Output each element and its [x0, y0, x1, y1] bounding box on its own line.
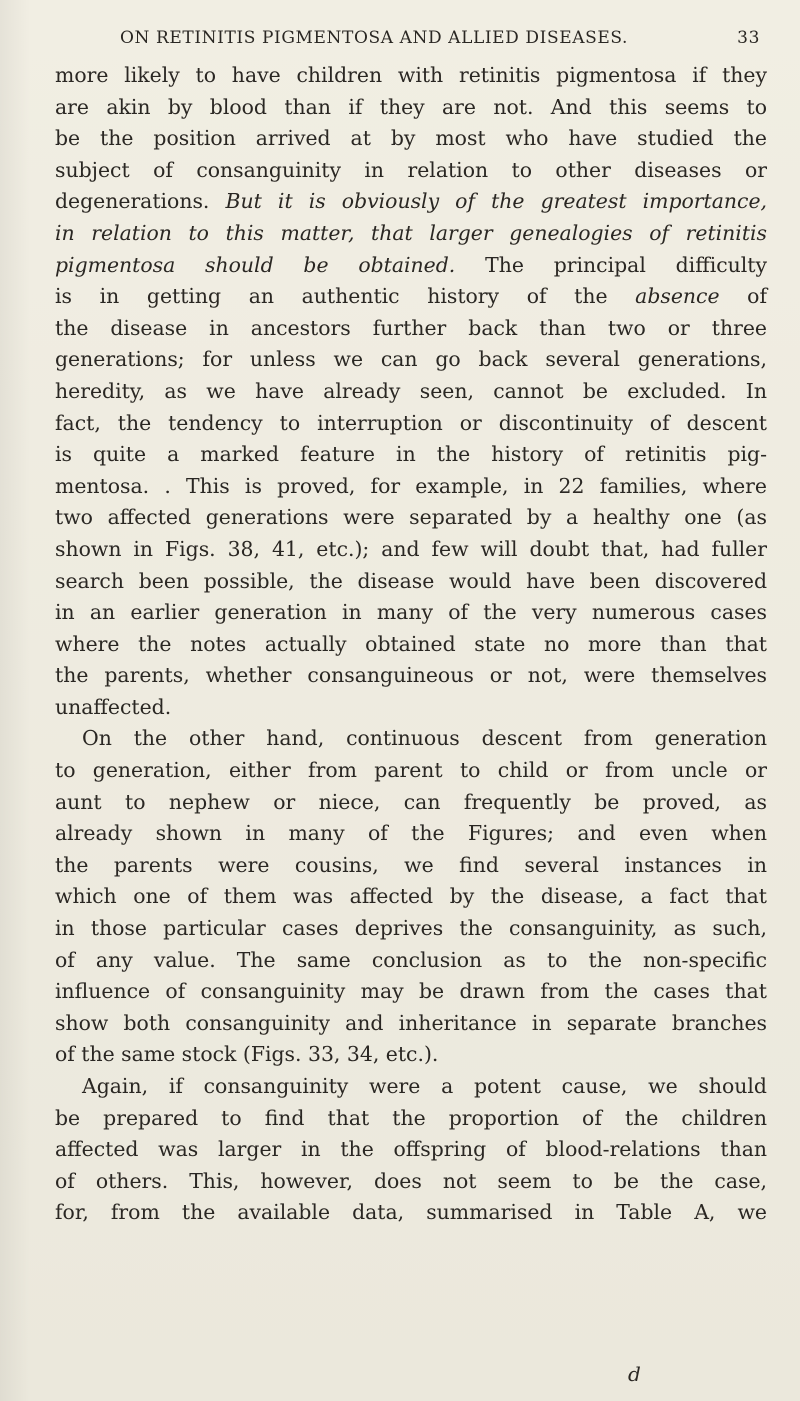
text-line: the parents were cousins, we find several instances in [55, 852, 767, 877]
text-line: unaffected. [55, 694, 172, 719]
text-line: in an earlier generation in many of the very numerous cases [55, 600, 767, 625]
text-line: be prepared to find that the proportion of the children [55, 1105, 767, 1130]
italic-run: absence [635, 284, 720, 309]
text-line: generations; for unless we can go back several generations, [55, 347, 767, 372]
text-line: heredity, as we have already seen, cannot be excluded. In [55, 378, 767, 403]
text-line: the parents, whether consanguineous or not, were themselves [55, 663, 767, 688]
page-number: 33 [737, 28, 760, 48]
text-line [55, 250, 767, 282]
text-line [55, 218, 767, 250]
text-line: of the same stock (Figs. 33, 34, etc.). [55, 1042, 439, 1067]
body-text [55, 60, 767, 1229]
text-line [55, 281, 767, 313]
running-head-title: ON RETINITIS PIGMENTOSA AND ALLIED DISEASES. [120, 28, 628, 48]
text-line: On the other hand, continuous descent from generation [82, 726, 767, 751]
text-line: more likely to have children with retinitis pigmentosa if they [55, 63, 767, 87]
text-line: where the notes actually obtained state no more than that [55, 631, 767, 656]
text-line: already shown in many of the Figures; and even when [55, 821, 767, 846]
text-line: subject of consanguinity in relation to other diseases or [55, 157, 767, 182]
text-run: degenerations. [55, 189, 210, 214]
text-line: mentosa. . This is proved, for example, in 22 families, where [55, 473, 767, 498]
text-run: The principal difficulty [485, 252, 768, 277]
text-line: the disease in ancestors further back than two or three [55, 315, 767, 340]
text-run: is in getting an authentic history of the [55, 284, 608, 309]
text-line: is quite a marked feature in the history of retinitis pig- [55, 442, 767, 467]
italic-run: But it is obviously of the greatest importance, [225, 189, 767, 214]
text-line: aunt to nephew or niece, can frequently be proved, as [55, 789, 767, 814]
text-line [55, 186, 767, 218]
text-line: affected was larger in the offspring of blood-relations than [55, 1137, 767, 1162]
running-head [120, 28, 760, 54]
text-line: search been possible, the disease would have been discovered [55, 568, 767, 593]
text-line: of others. This, however, does not seem to be the case, [55, 1168, 767, 1193]
italic-run: in relation to this matter, that larger genealogies of retinitis [55, 220, 767, 245]
signature-mark: d [628, 1362, 641, 1386]
text-line: of any value. The same conclusion as to the non-specific [55, 947, 767, 972]
text-line: influence of consanguinity may be drawn from the cases that [55, 979, 767, 1004]
text-line: two affected generations were separated by a healthy one (as [55, 505, 767, 530]
text-line: shown in Figs. 38, 41, etc.); and few will doubt that, had fuller [55, 536, 767, 561]
text-line: for, from the available data, summarised in Table A, we [55, 1200, 767, 1225]
text-line: fact, the tendency to interruption or discontinuity of descent [55, 410, 767, 435]
text-line: in those particular cases deprives the consanguinity, as such, [55, 916, 767, 941]
text-line: Again, if consanguinity were a potent cause, we should [82, 1074, 767, 1098]
text-line: are akin by blood than if they are not. And this seems to [55, 94, 767, 119]
text-line: show both consanguinity and inheritance in separate branches [55, 1010, 767, 1035]
text-line: to generation, either from parent to child or from uncle or [55, 758, 767, 783]
italic-run: pigmentosa should be obtained. [55, 252, 456, 277]
text-line: be the position arrived at by most who have studied the [55, 126, 767, 151]
text-run: of [747, 284, 767, 309]
text-line: which one of them was affected by the disease, a fact that [55, 884, 767, 909]
